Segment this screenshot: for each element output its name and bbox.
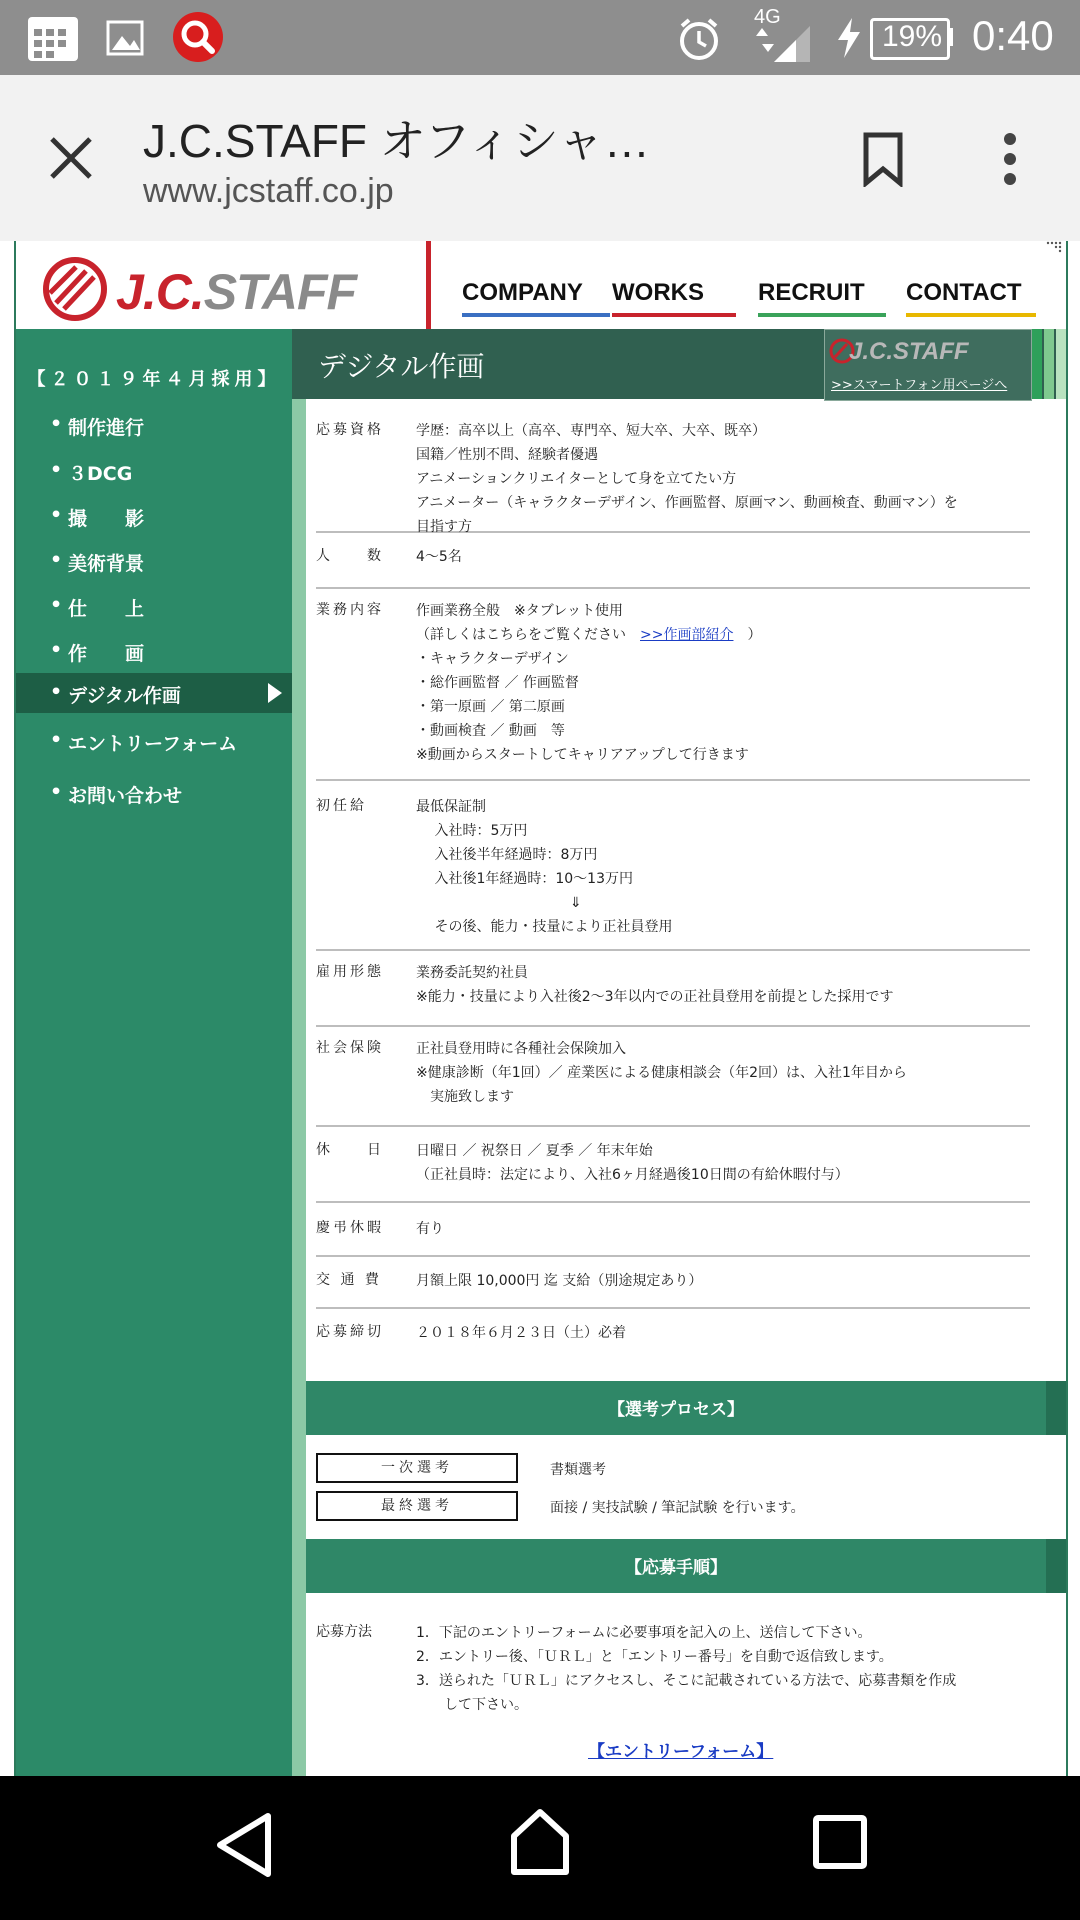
page-title: J.C.STAFF オフィシャ… xyxy=(143,115,650,167)
title-stripe xyxy=(1044,329,1054,399)
sidebar-item-label: 作 画 xyxy=(68,643,145,665)
status-bar xyxy=(0,0,1080,75)
final-selection-box: 最終選考 xyxy=(316,1491,518,1521)
section-title-bar xyxy=(292,329,1066,399)
site-header xyxy=(16,241,1066,329)
sidebar-item-label: 制作進行 xyxy=(68,417,145,439)
info-row-duties xyxy=(316,589,1030,781)
info-row-deadline xyxy=(316,1311,1030,1357)
row-key: 雇用形態 xyxy=(316,964,384,980)
info-row-starting-salary xyxy=(316,785,1030,951)
row-key: 業務内容 xyxy=(316,602,384,618)
sidebar-item-background-art[interactable] xyxy=(16,541,292,581)
sidebar-item-label: 仕 上 xyxy=(68,598,145,620)
smartphone-page-link[interactable]: >>スマートフォン用ページへ xyxy=(831,378,1008,393)
info-row-application-method xyxy=(316,1611,1030,1713)
android-navigation-bar xyxy=(0,1776,1080,1920)
duties-text-post: ） ・キャラクターデザイン ・総作画監督 ／ 作画監督 ・第一原画 ／ 第二原画 ・動画検査 ／ 動画 等 ※動画からスタートしてキャリアアップして行きます xyxy=(416,627,762,763)
bookmark-icon[interactable] xyxy=(862,131,904,187)
sidebar-item-finishing[interactable] xyxy=(16,586,292,626)
row-key: 交 通 費 xyxy=(316,1272,382,1288)
calendar-icon xyxy=(26,13,80,63)
sidebar-item-digital-animation[interactable] xyxy=(16,673,292,713)
row-value: 日曜日 ／ 祝祭日 ／ 夏季 ／ 年末年始 （正社員時：法定により、入社6ヶ月経過後10日間の有給休暇付与） xyxy=(416,1143,849,1183)
back-icon[interactable] xyxy=(214,1812,274,1878)
sidebar-item-label: 美術背景 xyxy=(68,553,145,575)
nav-works[interactable] xyxy=(612,279,736,317)
nav-contact[interactable] xyxy=(906,279,1036,317)
info-row-social-insurance xyxy=(316,1027,1030,1127)
row-key: 初任給 xyxy=(316,798,367,814)
info-row-employment-type xyxy=(316,951,1030,1027)
application-procedure-bar xyxy=(306,1539,1066,1593)
battery-tip xyxy=(947,28,953,46)
browser-toolbar xyxy=(0,75,1080,242)
nav-contact-label: CONTACT xyxy=(906,279,1022,306)
duties-text-pre: 作画業務全般 ※タブレット使用 （詳しくはこちらをご覧ください xyxy=(416,603,626,643)
bullet: • xyxy=(50,549,63,571)
row-key: 休 日 xyxy=(316,1142,384,1158)
active-arrow-icon xyxy=(268,683,282,703)
bullet: • xyxy=(50,781,63,803)
row-key: 人 数 xyxy=(316,548,384,564)
more-options-icon[interactable] xyxy=(1000,131,1020,187)
bullet: • xyxy=(50,594,63,616)
row-value: 学歴：高卒以上（高卒、専門卒、短大卒、大卒、既卒） 国籍／性別不問、経験者優遇 アニメーションクリエイターとして身を立てたい方 アニメーター（キャラクターデザイン、作画監督、原画マン、動画検査、動画マン）を 目指す方 xyxy=(416,423,958,535)
bullet: • xyxy=(50,729,63,751)
logo-jc: J.C. xyxy=(116,264,204,320)
main-content xyxy=(292,329,1066,1776)
mini-logo-text: J.C.STAFF xyxy=(849,338,969,365)
selection-process-title: 【選考プロセス】 xyxy=(608,1400,744,1420)
first-selection-desc: 書類選考 xyxy=(550,1462,606,1478)
header-divider xyxy=(426,241,431,329)
sidebar-item-label: デジタル作画 xyxy=(68,685,181,707)
row-key: 社会保険 xyxy=(316,1040,384,1056)
sidebar xyxy=(16,329,292,1776)
row-value: ２０１８年６月２３日（土）必着 xyxy=(416,1325,626,1341)
row-key: 応募資格 xyxy=(316,422,384,438)
sidebar-item-animation[interactable] xyxy=(16,631,292,671)
nav-recruit[interactable] xyxy=(758,279,886,317)
sidebar-item-label: お問い合わせ xyxy=(68,785,183,807)
row-key: 応募方法 xyxy=(316,1624,372,1640)
bullet: • xyxy=(50,413,63,435)
row-key: 応募締切 xyxy=(316,1324,384,1340)
logo-staff: STAFF xyxy=(203,264,357,320)
info-row-transportation xyxy=(316,1259,1030,1309)
application-procedure-title: 【応募手順】 xyxy=(625,1558,727,1578)
nav-company[interactable] xyxy=(462,279,610,317)
battery-level: 19% xyxy=(882,20,943,53)
page-url[interactable]: www.jcstaff.co.jp xyxy=(143,172,394,210)
final-selection-desc: 面接 / 実技試験 / 筆記試験 を行います。 xyxy=(550,1500,805,1516)
sidebar-item-photography[interactable] xyxy=(16,496,292,536)
title-stripe xyxy=(1032,329,1042,399)
resize-handle-icon xyxy=(1046,241,1064,255)
recent-apps-icon[interactable] xyxy=(812,1814,868,1870)
nav-recruit-label: RECRUIT xyxy=(758,279,865,306)
info-row-special-leave xyxy=(316,1207,1030,1257)
smartphone-link-box[interactable] xyxy=(824,329,1032,401)
home-icon[interactable] xyxy=(508,1806,572,1878)
row-value: 1．下記のエントリーフォームに必要事項を記入の上、送信して下さい。 2．エントリー後、「ＵＲＬ」と「エントリー番号」を自動で返信致します。 3．送られた「ＵＲＬ」にアクセスし、そこに記載されている方法で、応募書類を作成 して下さい。 xyxy=(416,1625,957,1713)
sidebar-item-label: ３DCG xyxy=(68,463,133,485)
row-key: 慶弔休暇 xyxy=(316,1220,384,1236)
bullet: • xyxy=(50,459,63,481)
sidebar-item-contact[interactable] xyxy=(16,773,292,813)
row-value: 業務委託契約社員 ※能力・技量により入社後2～3年以内での正社員登用を前提とした採用です xyxy=(416,965,894,1005)
site-logo[interactable] xyxy=(116,263,356,321)
page-frame xyxy=(14,241,1068,1776)
clock: 0:40 xyxy=(972,12,1054,59)
info-row-qualification xyxy=(316,409,1030,533)
bullet: • xyxy=(50,681,63,703)
network-type: 4G xyxy=(754,6,781,28)
row-value: 4～5名 xyxy=(416,549,462,565)
sidebar-item-label: エントリーフォーム xyxy=(68,733,238,755)
row-value xyxy=(416,599,761,767)
jcstaff-logo-mark[interactable] xyxy=(42,257,108,321)
info-row-headcount xyxy=(316,535,1030,589)
sidebar-item-entry-form[interactable] xyxy=(16,721,292,761)
first-selection-box: 一次選考 xyxy=(316,1453,518,1483)
charging-icon xyxy=(836,18,862,58)
bar-edge xyxy=(1046,1381,1066,1435)
section-title: デジタル作画 xyxy=(318,350,485,383)
close-icon[interactable] xyxy=(48,135,94,181)
entry-form-link[interactable]: 【エントリーフォーム】 xyxy=(588,1742,774,1762)
signal-icon xyxy=(752,26,812,62)
row-value: 有り xyxy=(416,1221,444,1237)
sidebar-period: 【２０１９年４月採用】 xyxy=(27,369,281,390)
row-value: 正社員登用時に各種社会保険加入 ※健康診断（年1回）／ 産業医による健康相談会（年2回）は、入社1年目から 実施致します xyxy=(416,1041,907,1105)
info-row-holidays xyxy=(316,1129,1030,1203)
sidebar-item-production[interactable] xyxy=(16,405,292,445)
nav-company-label: COMPANY xyxy=(462,279,583,306)
search-app-icon xyxy=(170,10,226,64)
bullet: • xyxy=(50,504,63,526)
bullet: • xyxy=(50,639,63,661)
content-accent-bar xyxy=(292,329,306,1776)
image-icon xyxy=(106,20,144,56)
sidebar-item-label: 撮 影 xyxy=(68,508,145,530)
bar-edge xyxy=(1046,1539,1066,1593)
selection-process-bar xyxy=(306,1381,1066,1435)
alarm-icon xyxy=(676,16,722,62)
row-value: 月額上限 10,000円 迄 支給（別途規定あり） xyxy=(416,1273,703,1289)
title-stripe xyxy=(1056,329,1066,399)
row-value: 最低保証制 入社時：5万円 入社後半年経過時：8万円 入社後1年経過時：10～13万円 ⇓ その後、能力・技量により正社員登用 xyxy=(416,799,673,935)
nav-works-label: WORKS xyxy=(612,279,704,306)
web-page[interactable] xyxy=(0,241,1080,1776)
animation-dept-link[interactable]: >>作画部紹介 xyxy=(640,627,734,643)
sidebar-item-3dcg[interactable] xyxy=(16,451,292,491)
